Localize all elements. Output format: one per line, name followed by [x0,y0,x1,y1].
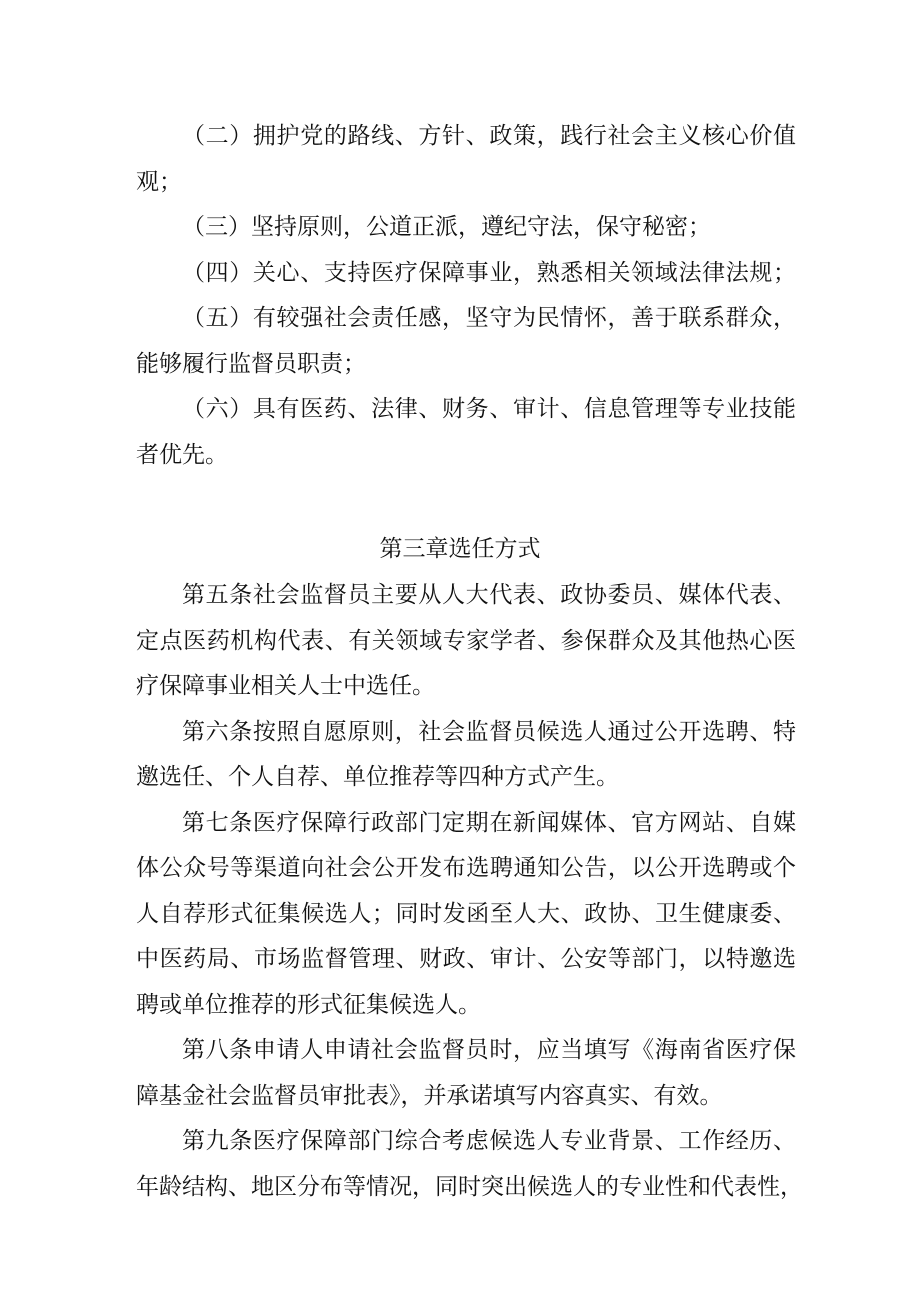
paragraph-line: （五）有较强社会责任感，坚守为民情怀，善于联系群众， [182,305,796,331]
article-line: 中医药局、市场监督管理、财政、审计、公安等部门，以特邀选 [136,946,796,972]
paragraph-line: （三）坚持原则，公道正派，遵纪守法，保守秘密； [182,214,711,240]
article-line: 定点医药机构代表、有关领域专家学者、参保群众及其他热心医 [136,627,796,654]
article-line: 第八条申请人申请社会监督员时，应当填写《海南省医疗保 [182,1037,796,1063]
chapter-heading: 第三章选任方式 [379,536,541,562]
paragraph-line: 者优先。 [136,441,228,468]
article-line: 邀选任、个人自荐、单位推荐等四种方式产生。 [136,764,619,790]
paragraph-line: 观； [136,168,182,195]
article-line: 障基金社会监督员审批表》，并承诺填写内容真实、有效。 [136,1082,723,1109]
article-line: 聘或单位推荐的形式征集候选人。 [136,991,481,1018]
qualification-list [136,114,796,478]
selection-method-articles [136,573,803,1210]
article-line: 体公众号等渠道向社会公开发布选聘通知公告，以公开选聘或个 [136,855,796,881]
article-line: 第六条按照自愿原则，社会监督员候选人通过公开选聘、特 [182,718,796,745]
article-line: 人自荐形式征集候选人；同时发函至人大、政协、卫生健康委、 [136,900,796,927]
article-line: 疗保障事业相关人士中选任。 [136,673,435,699]
article-line: 第九条医疗保障部门综合考虑候选人专业背景、工作经历、 [182,1128,796,1154]
paragraph-line: （四）关心、支持医疗保障事业，熟悉相关领域法律法规； [182,259,796,286]
article-line: 第五条社会监督员主要从人大代表、政协委员、媒体代表、 [182,582,796,608]
article-line: 第七条医疗保障行政部门定期在新闻媒体、官方网站、自媒 [182,809,796,836]
article-line: 年龄结构、地区分布等情况，同时突出候选人的专业性和代表性， [136,1173,803,1200]
paragraph-line: 能够履行监督员职责； [136,350,366,377]
paragraph-line: （六）具有医药、法律、财务、审计、信息管理等专业技能 [182,396,796,422]
paragraph-line: （二）拥护党的路线、方针、政策，践行社会主义核心价值 [182,123,796,149]
